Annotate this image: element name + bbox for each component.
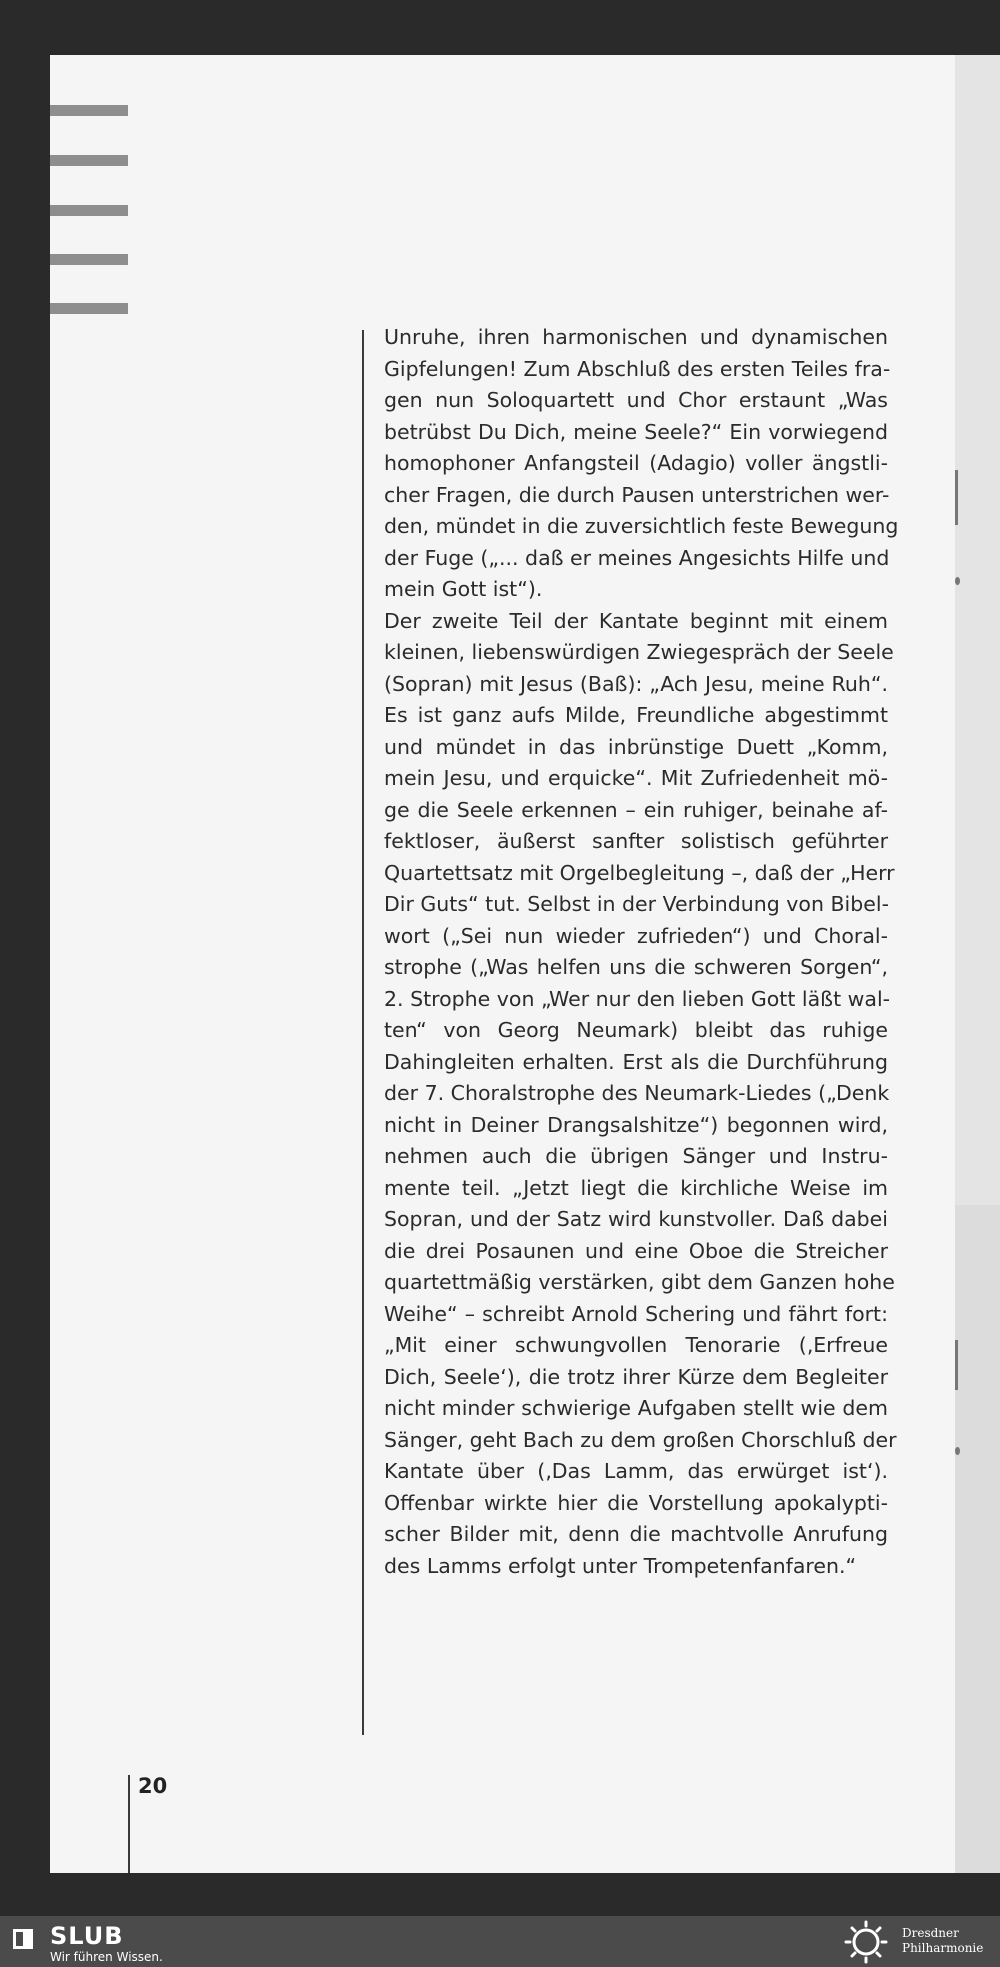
- text-line: mein Gott ist“).: [384, 577, 543, 601]
- text-line: nicht minder schwierige Aufgaben stellt wie dem: [384, 1396, 888, 1420]
- text-line: des Lamms erfolgt unter Trompetenfanfaren.“: [384, 1553, 857, 1578]
- text-line: ten“ von Georg Neumark) bleibt das ruhige: [384, 1018, 888, 1042]
- margin-stripe: [50, 105, 128, 116]
- text-line: mein Jesu, und erquicke“. Mit Zufriedenheit mö-: [384, 766, 888, 790]
- margin-stripe: [50, 155, 128, 166]
- margin-stripe: [50, 303, 128, 314]
- text-line: scher Bilder mit, denn die machtvolle Anrufung: [384, 1522, 888, 1546]
- text-line: ge die Seele erkennen – ein ruhiger, beinahe af-: [384, 797, 888, 822]
- text-line: Dich, Seele‘), die trotz ihrer Kürze dem Begleiter: [384, 1364, 888, 1389]
- text-line: den, mündet in die zuversichtlich feste Bewegung: [384, 514, 899, 538]
- text-line: nicht in Deiner Drangsalshitze“) begonnen wird,: [384, 1112, 888, 1137]
- body-text: [384, 322, 899, 1582]
- text-line: Offenbar wirkte hier die Vorstellung apokalypti-: [384, 1490, 888, 1515]
- page-number: 20: [138, 1774, 168, 1798]
- text-line: wort („Sei nun wieder zufrieden“) und Choral-: [384, 923, 888, 948]
- text-line: Unruhe, ihren harmonischen und dynamischen: [384, 325, 888, 349]
- philharmonie-sunburst-logo: [840, 1920, 892, 1964]
- text-line: Dir Guts“ tut. Selbst in der Verbindung von Bibel-: [384, 892, 889, 916]
- text-line: betrübst Du Dich, meine Seele?“ Ein vorwiegend: [384, 419, 888, 444]
- text-line: der Fuge („... daß er meines Angesichts Hilfe und: [384, 545, 890, 570]
- text-line: die drei Posaunen und eine Oboe die Streicher: [384, 1238, 888, 1263]
- text-line: quartettmäßig verstärken, gibt dem Ganzen hohe: [384, 1270, 895, 1294]
- slub-tagline: Wir führen Wissen.: [50, 1950, 163, 1964]
- slub-book-icon: [12, 1927, 34, 1951]
- footer-rule: [128, 1775, 130, 1873]
- text-line: Weihe“ – schreibt Arnold Schering und fährt fort:: [384, 1301, 888, 1326]
- text-line: Quartettsatz mit Orgelbegleitung –, daß der „Herr: [384, 860, 895, 885]
- text-line: und mündet in das inbrünstige Duett „Komm,: [384, 734, 888, 759]
- philharmonie-name: Dresdner Philharmonie: [902, 1926, 984, 1955]
- margin-stripe: [50, 254, 128, 265]
- text-line: homophoner Anfangsteil (Adagio) voller ängstli-: [384, 451, 888, 475]
- text-line: mente teil. „Jetzt liegt die kirchliche Weise im: [384, 1175, 888, 1200]
- text-line: Gipfelungen! Zum Abschluß des ersten Teiles fra-: [384, 356, 891, 381]
- scan-mark: [955, 470, 958, 525]
- text-line: Der zweite Teil der Kantate beginnt mit einem: [384, 608, 888, 633]
- column-rule: [362, 330, 364, 1735]
- scan-mark: [955, 577, 960, 585]
- text-line: Es ist ganz aufs Milde, Freundliche abgestimmt: [384, 703, 888, 727]
- text-line: Sänger, geht Bach zu dem großen Chorschluß der: [384, 1427, 897, 1452]
- scan-mark: [955, 1340, 958, 1390]
- footer-bar: [0, 1916, 1000, 1967]
- text-line: strophe („Was helfen uns die schweren Sorgen“,: [384, 955, 888, 979]
- margin-stripe: [50, 205, 128, 216]
- text-line: Kantate über (‚Das Lamm, das erwürget ist‘).: [384, 1459, 888, 1483]
- page-edge-shadow: [955, 1205, 1000, 1873]
- text-line: gen nun Soloquartett und Chor erstaunt „Was: [384, 388, 888, 412]
- scan-mark: [955, 1447, 960, 1455]
- text-line: Sopran, und der Satz wird kunstvoller. Daß dabei: [384, 1207, 888, 1231]
- text-line: kleinen, liebenswürdigen Zwiegespräch der Seele: [384, 640, 894, 664]
- text-line: (Sopran) mit Jesus (Baß): „Ach Jesu, meine Ruh“.: [384, 671, 888, 696]
- text-line: „Mit einer schwungvollen Tenorarie (‚Erfreue: [384, 1333, 888, 1357]
- slub-title: SLUB: [50, 1922, 124, 1950]
- text-line: 2. Strophe von „Wer nur den lieben Gott läßt wal-: [384, 986, 891, 1011]
- text-line: nehmen auch die übrigen Sänger und Instru-: [384, 1144, 888, 1168]
- text-line: Dahingleiten erhalten. Erst als die Durchführung: [384, 1049, 888, 1074]
- text-line: cher Fragen, die durch Pausen unterstrichen wer-: [384, 482, 890, 507]
- text-line: der 7. Choralstrophe des Neumark-Liedes („Denk: [384, 1081, 890, 1105]
- text-line: fektloser, äußerst sanfter solistisch geführter: [384, 829, 888, 853]
